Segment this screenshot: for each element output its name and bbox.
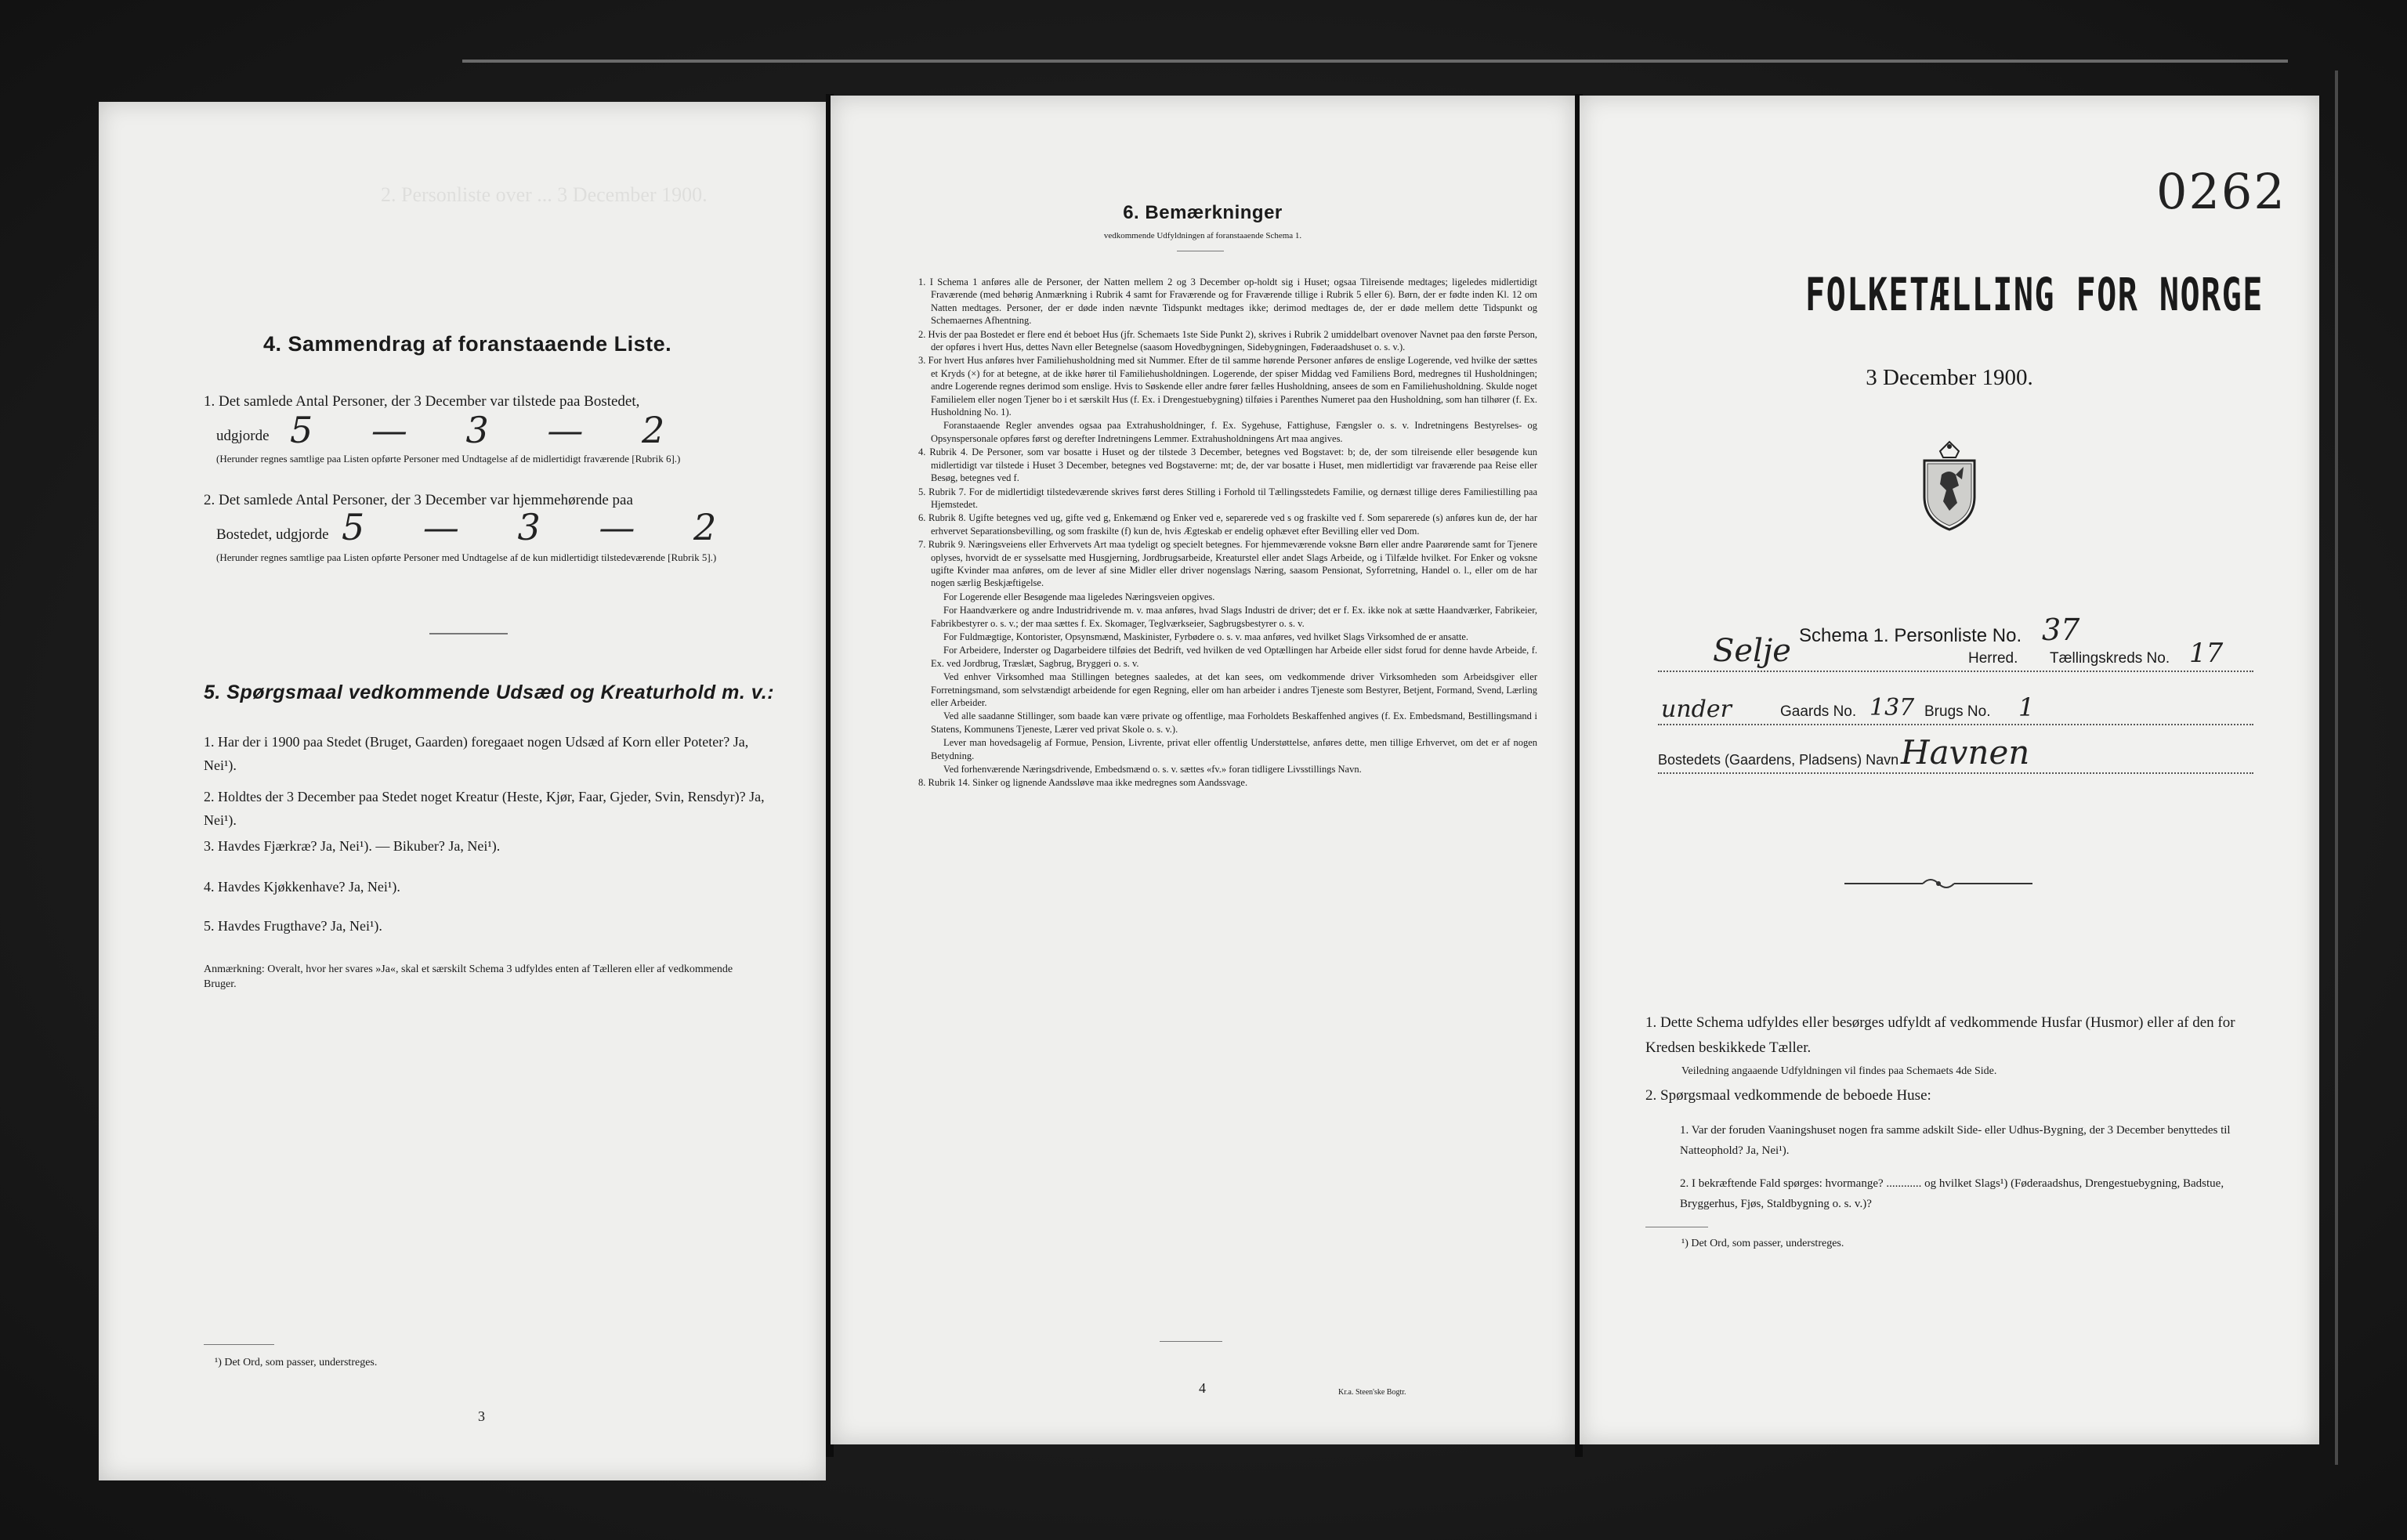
section-5-heading: 5. Spørgsmaal vedkommende Udsæd og Kreaturhold m. v.: [204,681,775,703]
gaards-line [1658,722,2253,725]
s4-q2-text: 2. Det samlede Antal Personer, der 3 December var hjemmehørende paa [204,492,633,508]
remark-item: 2. Hvis der paa Bostedet er flere end ét beboet Hus (jfr. Schemaets 1ste Side Punkt 2), skrives i Rubrik 2 umiddelbart ovenover Navnet paa den første Person, der opføres i hvert Hus, dettes Navn eller Betegnelse (saasom Hovedbygningen, Sidebygningen, Føderaadshuset o. s. v.). [918,328,1537,353]
kreds-label: Tællingskreds No. [2050,650,2170,667]
remarks-heading: 6. Bemærkninger [1123,202,1283,223]
page-4 [831,96,1575,1444]
s4-q1-label: udgjorde [216,428,270,444]
s5-q1: 1. Har der i 1900 paa Stedet (Bruget, Gaarden) foregaaet nogen Udsæd af Korn eller Poteter? Ja, Nei¹). [204,734,749,773]
page-number: 4 [1199,1380,1206,1396]
schema-number: 37 [2042,613,2080,647]
form-title: FOLKETÆLLING FOR NORGE [1805,268,2264,321]
page-number: 3 [478,1408,485,1424]
remarks-subheading: vedkommende Udfyldningen af foranstaaende Schema 1. [1103,231,1302,240]
s4-q1-text: 1. Det samlede Antal Personer, der 3 December var tilstede paa Bostedet, [204,393,640,410]
remark-item: For Haandværkere og andre Industridrivende m. v. maa anføres, hvad Slags Industri de driver; det er f. Ex. ikke nok at sætte Haandværker, Fabrikeier, Fabrikbestyrer o. s. v.; der maa sættes f. Ex. Skomager, Teglværkseier, Sagbrugsbestyrer o. s. v. [931,605,1537,629]
remark-item: For Logerende eller Besøgende maa ligeledes Næringsveien opgives. [943,591,1215,602]
s4-q1-values: 5 — 3 — 2 [290,409,689,451]
page-1-cover [1580,96,2319,1444]
ornament-divider-icon [1844,874,2032,893]
remark-item: 6. Rubrik 8. Ugifte betegnes ved ug, gifte ved g, Enkemænd og Enker ved e, separerede ved s og fraskilte ved f. Som separerede (s) anføres kun de, der har erhvervet Separationsbevilling, og som fraskilte (f) kun de, hvis Ægteskab er endelig ophævet efter Bevilling eller ved Dom. [918,512,1537,537]
kreds-number: 17 [2189,638,2224,669]
remark-item: Ved forhenværende Næringsdrivende, Embedsmænd o. s. v. sættes «fv.» foran tidligere Livsstillings Navn. [943,764,1362,775]
remark-item: For Arbeidere, Inderster og Dagarbeidere tilføies det Bedrift, ved hvilken de ved Optællingen har Arbeide eller sidst forud for denne havde Arbeide, f. Ex. ved Jordbrug, Træslæt, Sagbrug, Bryggeri o. s. v. [931,645,1537,669]
under-word: under [1661,696,1732,723]
s5-q5: 5. Havdes Frugthave? Ja, Nei¹). [204,918,382,934]
divider [429,633,508,634]
herred-line [1658,669,2253,672]
remark-item: 5. Rubrik 7. For de midlertidigt tilstedeværende skrives først deres Stilling i Forhold til Tællingsstedets Familie, og dernæst tillige deres Familiestilling paa Hjemstedet. [918,486,1537,510]
remark-item: Ved alle saadanne Stillinger, som baade kan være private og offentlige, maa Forholdets Beskaffenhed angives (f. Ex. Embedsmand, Bestillingsmand i Statens, Kommunens Tjeneste, Lærer ved privat Skole o. s. v.). [931,710,1537,735]
herred-value: Selje [1713,633,1791,669]
archive-number: 0262 [2156,163,2286,220]
instruction-1: 1. Dette Schema udfyldes eller besørges udfyldt af vedkommende Husfar (Husmor) eller af den for Kredsen beskikkede Tæller. [1645,1014,2235,1056]
brugs-number: 1 [2018,692,2035,722]
instruction-2-q2: 2. I bekræftende Fald spørges: hvormange? ............ og hvilket Slags¹) (Føderaadshus, Drengestuebygning, Badstue, Bryggerhus, Fjøs, Staldbygning o. s. v.)? [1680,1177,2224,1210]
remark-item: Lever man hovedsagelig af Formue, Pension, Livrente, privat eller offentlig Understøttelse, anføres dette, men tillige Erhvervet, om det er af nogen Betydning. [931,737,1537,761]
herred-label: Herred. [1968,650,2018,667]
s5-note: Anmærkning: Overalt, hvor her svares »Ja«, skal et særskilt Schema 3 udfyldes enten af Tælleren eller af vedkommende Bruger. [204,963,733,990]
remark-item: 1. I Schema 1 anføres alle de Personer, der Natten mellem 2 og 3 December op-holdt sig i Huset; ogsaa Tilreisende medtages; ligeledes midlertidigt Fraværende (med behørig Anmærkning i Rubrik 4 samt for Fraværende og for Fraværende tillige i Rubrik 5 eller 6). Børn, der er fødte inden Kl. 12 om Natten medtages. Personer, der er døde inden nævnte Tidspunkt medtages ikke; derimod medtages de, der er døde mellem dette Tidspunkt og Schemaernes Afhentning. [918,277,1537,327]
footnote: ¹) Det Ord, som passer, understreges. [1681,1238,1844,1249]
s4-q2-values: 5 — 3 — 2 [342,506,740,548]
remark-item: Foranstaaende Regler anvendes ogsaa paa Extrahusholdninger, f. Ex. Sygehuse, Fattighuse, Fængsler o. s. v. Indretningens Bestyrelses- og Opsynspersonale opføres først og derefter Indretningens Lemmer. Extrahusholdningens Art maa angives. [931,420,1537,444]
remarks-list [918,276,1537,790]
brugs-label: Brugs No. [1924,703,1991,720]
s5-q2: 2. Holdtes der 3 December paa Stedet noget Kreatur (Heste, Kjør, Faar, Gjeder, Svin, Rensdyr)? Ja, Nei¹). [204,789,765,828]
instruction-2-q1: 1. Var der foruden Vaaningshuset nogen fra samme adskilt Side- eller Udhus-Bygning, der 3 December benyttedes til Natteophold? Ja, Nei¹). [1680,1124,2231,1157]
s4-q1-note: (Herunder regnes samtlige paa Listen opførte Personer med Undtagelse af de midlertidigt fraværende [Rubrik 6].) [216,453,681,465]
gaards-label: Gaards No. [1780,703,1857,720]
page-3 [99,102,826,1480]
form-date: 3 December 1900. [1866,365,2033,390]
printer-imprint: Kr.a. Steen'ske Bogtr. [1338,1388,1406,1397]
s5-q4: 4. Havdes Kjøkkenhave? Ja, Nei¹). [204,879,400,895]
section-4-heading: 4. Sammendrag af foranstaaende Liste. [263,332,672,356]
remark-item: For Fuldmægtige, Kontorister, Opsynsmænd, Maskinister, Fyrbødere o. s. v. maa anføres, ved hvilket Slags Virksomhed de er ansatte. [943,631,1469,642]
footnote-rule [204,1344,274,1345]
footnote: ¹) Det Ord, som passer, understreges. [215,1357,378,1368]
remark-item: 3. For hvert Hus anføres hver Familiehusholdning med sit Nummer. Efter de til samme hørende Personer anføres de enslige Logerende, ved hvilke der sættes et Kryds (×) for at betegne, at de ikke hører til Familiehusholdningen. Logerende, der spiser Middag ved Familiens Bord, medregnes til Husholdningen; andre Logerende regnes derimod som enslige. Hvis to Søskende eller andre fører fælles Husholdning, ansees de som en Familiehusholdning. Skulde noget Familielem eller nogen Tjener bo i et særskilt Hus (f. Ex. i Drengestuebygning) tilføies i Parenthes Numeret paa den Husholdning, som han tilhører (f. Ex. Husholdning No. 1). [918,355,1537,418]
top-rule [462,60,2288,63]
coat-of-arms-icon [1918,440,1981,533]
remark-item: Ved enhver Virksomhed maa Stillingen betegnes saaledes, at det kan sees, om vedkommende driver Virksomheden som Arbeidsgiver eller Forretningsmand, som selvstændigt arbeidende for egen Regning, eller om han arbeider i andres Tjeneste som Bestyrer, Betjent, Formand, Svend, Lærling eller Arbeider. [931,671,1537,708]
gaards-number: 137 [1869,694,1915,721]
schema-label: Schema 1. Personliste No. [1799,625,2022,646]
bosted-label: Bostedets (Gaardens, Pladsens) Navn [1658,752,1899,768]
remark-item: 8. Rubrik 14. Sinker og lignende Aandssløve maa ikke medregnes som Aandssvage. [918,777,1248,789]
ghost-bleed-text: 2. Personliste over ... 3 December 1900. [381,183,708,206]
right-rule [2335,70,2338,1465]
remark-item: 7. Rubrik 9. Næringsveiens eller Erhvervets Art maa tydeligt og specielt betegnes. For hjemmeværende voksne Børn eller andre Paarørende samt for Tjenere oplyses, hvorvidt de er sysselsatte med Husgjerning, Jordbrugsarbeide, Kreaturstel eller andet Slags Arbeide, og i Tilfælde hvilket. For Enker og voksne ugifte Kvinder maa anføres, om de lever af sine Midler eller driver nogenslags Næring, saasom Pensionat, Syforretning, Handel o. l., eller om de har nogen særlig Beskjæftigelse. [918,539,1537,589]
s4-q2-label: Bostedet, udgjorde [216,526,329,543]
s5-q3: 3. Havdes Fjærkræ? Ja, Nei¹). — Bikuber? Ja, Nei¹). [204,838,501,854]
instruction-1-sub: Veiledning angaaende Udfyldningen vil findes paa Schemaets 4de Side. [1681,1065,1997,1077]
instruction-2: 2. Spørgsmaal vedkommende de beboede Huse: [1645,1087,1931,1104]
end-rule [1160,1341,1222,1342]
bosted-value: Havnen [1901,733,2030,772]
s4-q2-note: (Herunder regnes samtlige paa Listen opførte Personer med Undtagelse af de kun midlertidigt tilstedeværende [Rubrik 5].) [216,551,717,563]
remark-item: 4. Rubrik 4. De Personer, som var bosatte i Huset og der tilstede 3 December, betegnes ved Bogstavet: b; de, der som tilreisende eller besøgende kun midlertidigt var tilstede i Huset 3 December, betegnes ved Bogstaverne: mt; de, der var bosatte i Huset, men midlertidigt var fraværende paa Reise eller Besøg, betegnes ved f. [918,446,1537,484]
